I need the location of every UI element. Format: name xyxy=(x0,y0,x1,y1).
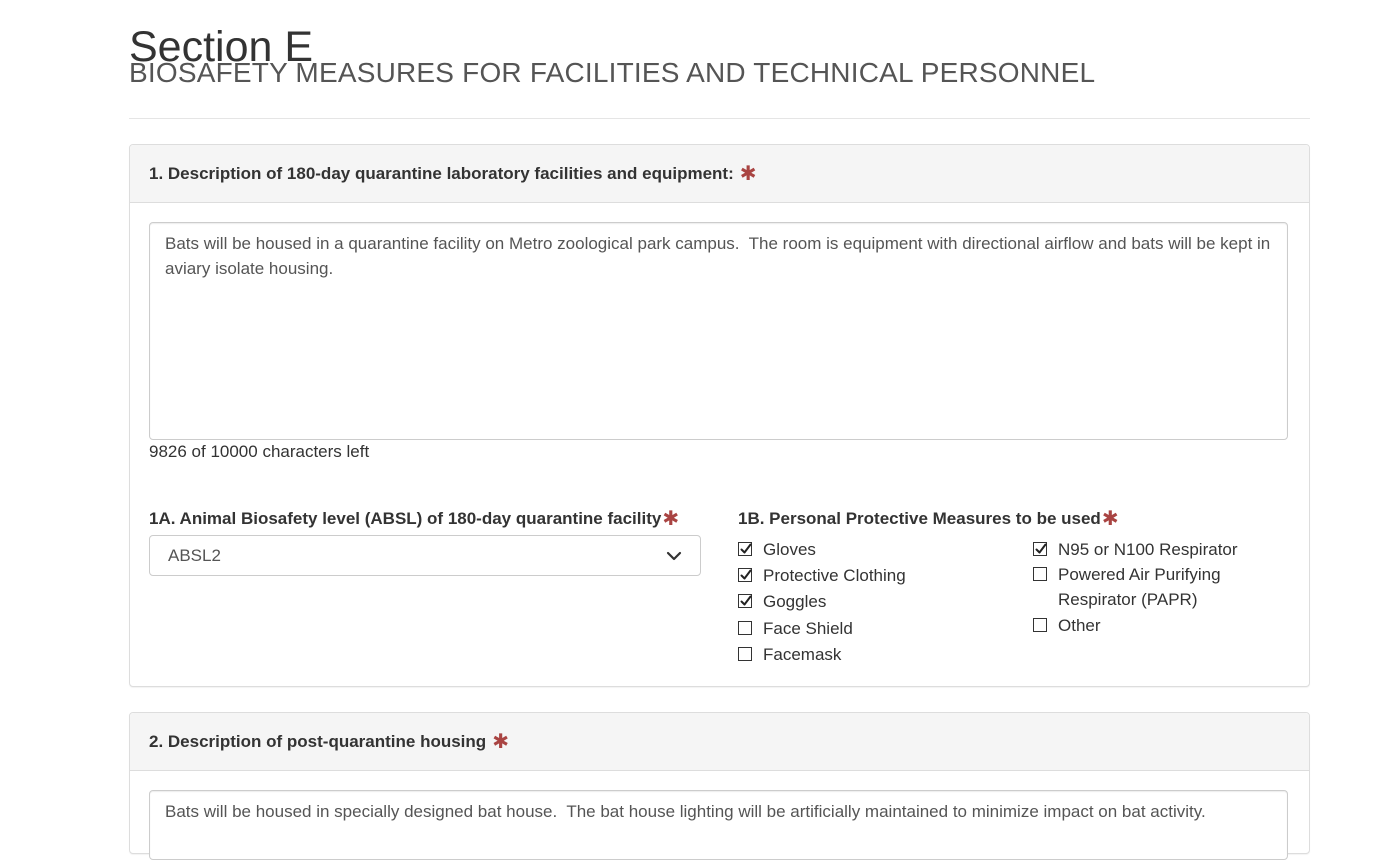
ppe-option-facemask[interactable] xyxy=(738,642,978,667)
character-counter: 9826 of 10000 characters left xyxy=(149,442,370,461)
checkbox[interactable] xyxy=(738,621,752,635)
absl-level-label xyxy=(149,505,679,530)
post-quarantine-housing-textarea[interactable]: Bats will be housed in specially designed bat house. The bat house lighting will be artificially maintained to minimize impact on bat activity. xyxy=(149,790,1288,860)
chevron-down-icon xyxy=(666,548,682,564)
checkbox[interactable] xyxy=(1033,567,1047,581)
checkbox-label: Facemask xyxy=(763,645,842,664)
ppe-option-papr[interactable] xyxy=(1033,562,1283,612)
panel-title-label: 2. Description of post-quarantine housing xyxy=(149,732,487,751)
required-asterisk-icon: ✱ xyxy=(492,731,509,753)
page-subtitle: BIOSAFETY MEASURES FOR FACILITIES AND TECHNICAL PERSONNEL xyxy=(129,57,1096,88)
page-title: Section E xyxy=(129,22,314,71)
quarantine-facilities-textarea[interactable]: Bats will be housed in a quarantine facility on Metro zoological park campus. The room is equipment with directional airflow and bats will be kept in aviary isolate housing. xyxy=(149,222,1288,440)
quarantine-facilities-panel xyxy=(129,144,1310,687)
required-asterisk-icon: ✱ xyxy=(662,508,680,530)
checkbox[interactable] xyxy=(1033,618,1047,632)
post-quarantine-housing-panel xyxy=(129,712,1310,854)
checkmark-icon xyxy=(739,594,753,608)
panel-title-label: 1. Description of 180-day quarantine laboratory facilities and equipment: xyxy=(149,164,734,183)
absl-level-selected-value: ABSL2 xyxy=(168,546,221,565)
checkbox-label: Gloves xyxy=(763,540,816,559)
panel-heading xyxy=(130,713,1309,771)
checkbox[interactable] xyxy=(1033,542,1047,556)
ppe-measures-label-text: 1B. Personal Protective Measures to be used xyxy=(738,509,1101,528)
checkbox-label: Face Shield xyxy=(763,619,853,638)
checkbox-label: Goggles xyxy=(763,592,827,611)
divider xyxy=(129,118,1310,119)
ppe-option-gloves[interactable] xyxy=(738,537,978,562)
required-asterisk-icon: ✱ xyxy=(1101,508,1119,530)
checkbox[interactable] xyxy=(738,594,752,608)
panel-title xyxy=(149,160,757,185)
ppe-option-protective-clothing[interactable] xyxy=(738,563,978,588)
checkbox-label-line2: Respirator (PAPR) xyxy=(1058,590,1198,609)
checkbox-label: Other xyxy=(1058,616,1101,635)
checkmark-icon xyxy=(1034,542,1048,556)
checkbox-label: N95 or N100 Respirator xyxy=(1058,540,1238,559)
ppe-measures-label xyxy=(738,505,1119,530)
checkbox-label: Powered Air Purifying xyxy=(1058,565,1221,584)
absl-level-label-text: 1A. Animal Biosafety level (ABSL) of 180-day quarantine facility xyxy=(149,509,662,528)
checkmark-icon xyxy=(739,568,753,582)
checkbox[interactable] xyxy=(738,647,752,661)
ppe-option-face-shield[interactable] xyxy=(738,616,978,641)
panel-heading xyxy=(130,145,1309,203)
checkbox-label: Protective Clothing xyxy=(763,566,906,585)
checkbox[interactable] xyxy=(738,568,752,582)
ppe-option-n95-respirator[interactable] xyxy=(1033,537,1283,562)
required-asterisk-icon: ✱ xyxy=(739,163,757,185)
panel-title xyxy=(149,728,509,753)
checkmark-icon xyxy=(739,542,753,556)
absl-level-select[interactable] xyxy=(149,535,701,576)
ppe-option-other[interactable] xyxy=(1033,613,1283,638)
ppe-option-goggles[interactable] xyxy=(738,589,978,614)
checkbox[interactable] xyxy=(738,542,752,556)
